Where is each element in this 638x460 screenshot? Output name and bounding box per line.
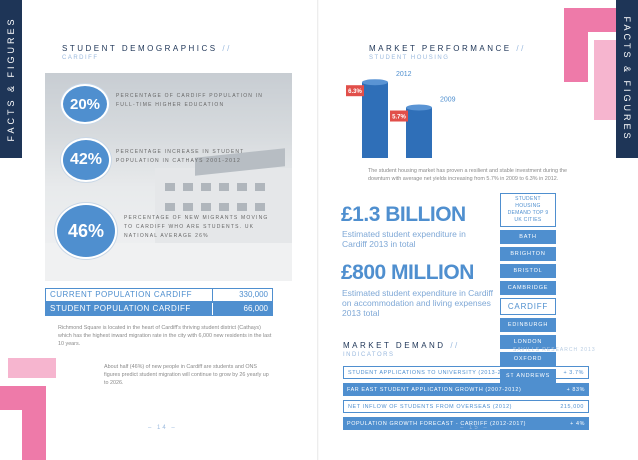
- pink-corner-shape: [0, 358, 70, 460]
- side-tab-label: FACTS & FIGURES: [6, 16, 16, 142]
- bar-cap: [406, 105, 432, 111]
- list-item-highlight: CARDIFF: [500, 298, 556, 315]
- data-label: 6.3%: [348, 89, 362, 96]
- table-row: STUDENT POPULATION CARDIFF 66,000: [45, 302, 273, 316]
- stat-text-2: PERCENTAGE INCREASE IN STUDENT POPULATION IN CATHAYS 2001-2012: [116, 149, 245, 164]
- cities-header: STUDENT HOUSING DEMAND TOP 9 UK CITIES: [500, 193, 556, 227]
- bar-2012: [362, 82, 388, 158]
- stat-expenditure-accommodation-desc: Estimated student expenditure in Cardiff on accommodation and living expenses 2013 total: [342, 288, 494, 318]
- body-paragraph-1: Richmond Square is located in the heart of Cardiff's thriving student district (Cathays) which has the highest inward migration rate in the city with 6,000 new residents in the last 10 years.: [58, 325, 272, 347]
- chart-description: The student housing market has proven a resilient and stable investment during the downturn with average net yields increasing from 5.7% in 2009 to 6.3% in 2012.: [368, 168, 567, 182]
- category-label: 2012: [396, 71, 412, 79]
- side-tab-left: [0, 0, 22, 158]
- page-number: – 14 –: [148, 425, 177, 431]
- list-item: CAMBRIDGE: [500, 281, 556, 295]
- stat-text-3: PERCENTAGE OF NEW MIGRANTS MOVING TO CARDIFF WHO ARE STUDENTS. UK NATIONAL AVERAGE 26%: [124, 215, 269, 239]
- stat-text-1: PERCENTAGE OF CARDIFF POPULATION IN FULL-TIME HIGHER EDUCATION: [116, 93, 264, 108]
- table-row: NET INFLOW OF STUDENTS FROM OVERSEAS (2012) 215,000: [343, 400, 589, 413]
- side-tab-label: FACTS & FIGURES: [622, 16, 632, 142]
- list-item: BATH: [500, 230, 556, 244]
- stat-expenditure-total: £1.3 BILLION: [341, 203, 466, 226]
- yield-bar-chart: [342, 62, 482, 162]
- list-item: LONDON: [500, 335, 556, 349]
- page-number: – 15 –: [460, 425, 489, 431]
- table-row: POPULATION GROWTH FORECAST - CARDIFF (2012-2017) + 4%: [343, 417, 589, 430]
- stat-bubble-2: 42%: [61, 138, 111, 182]
- cities-demand-list: [500, 193, 556, 383]
- page-subtitle: CARDIFF: [62, 55, 99, 61]
- list-item: BRISTOL: [500, 264, 556, 278]
- list-item: OXFORD: [500, 352, 556, 366]
- table-row: CURRENT POPULATION CARDIFF 330,000: [45, 288, 273, 302]
- list-item: ST ANDREWS: [500, 369, 556, 383]
- page-title: STUDENT DEMOGRAPHICS //: [62, 44, 232, 53]
- category-label: 2009: [440, 96, 456, 104]
- list-item: EDINBURGH: [500, 318, 556, 332]
- table-row: STUDENT APPLICATIONS TO UNIVERSITY (2013-2014) + 3.7%: [343, 366, 589, 379]
- section-subtitle-market: STUDENT HOUSING: [369, 55, 450, 61]
- body-paragraph-2: About half (46%) of new people in Cardiff are students and ONS figures predict student migration will continue to grow by 26 yearly up to 2026.: [104, 364, 269, 386]
- side-tab-right: [616, 0, 638, 158]
- section-subtitle-demand: INDICATORS: [343, 352, 395, 358]
- stat-bubble-1: 20%: [61, 84, 109, 124]
- pink-corner-shape: [554, 0, 616, 120]
- stat-expenditure-accommodation: £800 MILLION: [341, 261, 474, 284]
- table-row: FAR EAST STUDENT APPLICATION GROWTH (2007-2012) + 83%: [343, 383, 589, 396]
- section-title-demand: MARKET DEMAND //: [343, 341, 460, 350]
- population-table: [45, 288, 273, 316]
- bar-2009: [406, 108, 432, 158]
- cities-source: SAVILLS RESEARCH 2013: [513, 347, 596, 353]
- stat-bubble-3: 46%: [55, 203, 117, 259]
- section-title-market: MARKET PERFORMANCE //: [369, 44, 526, 53]
- bar-cap: [362, 79, 388, 85]
- list-item: BRIGHTON: [500, 247, 556, 261]
- data-label: 5.7%: [392, 114, 406, 121]
- stat-expenditure-total-desc: Estimated student expenditure in Cardiff 2013 in total: [342, 229, 466, 249]
